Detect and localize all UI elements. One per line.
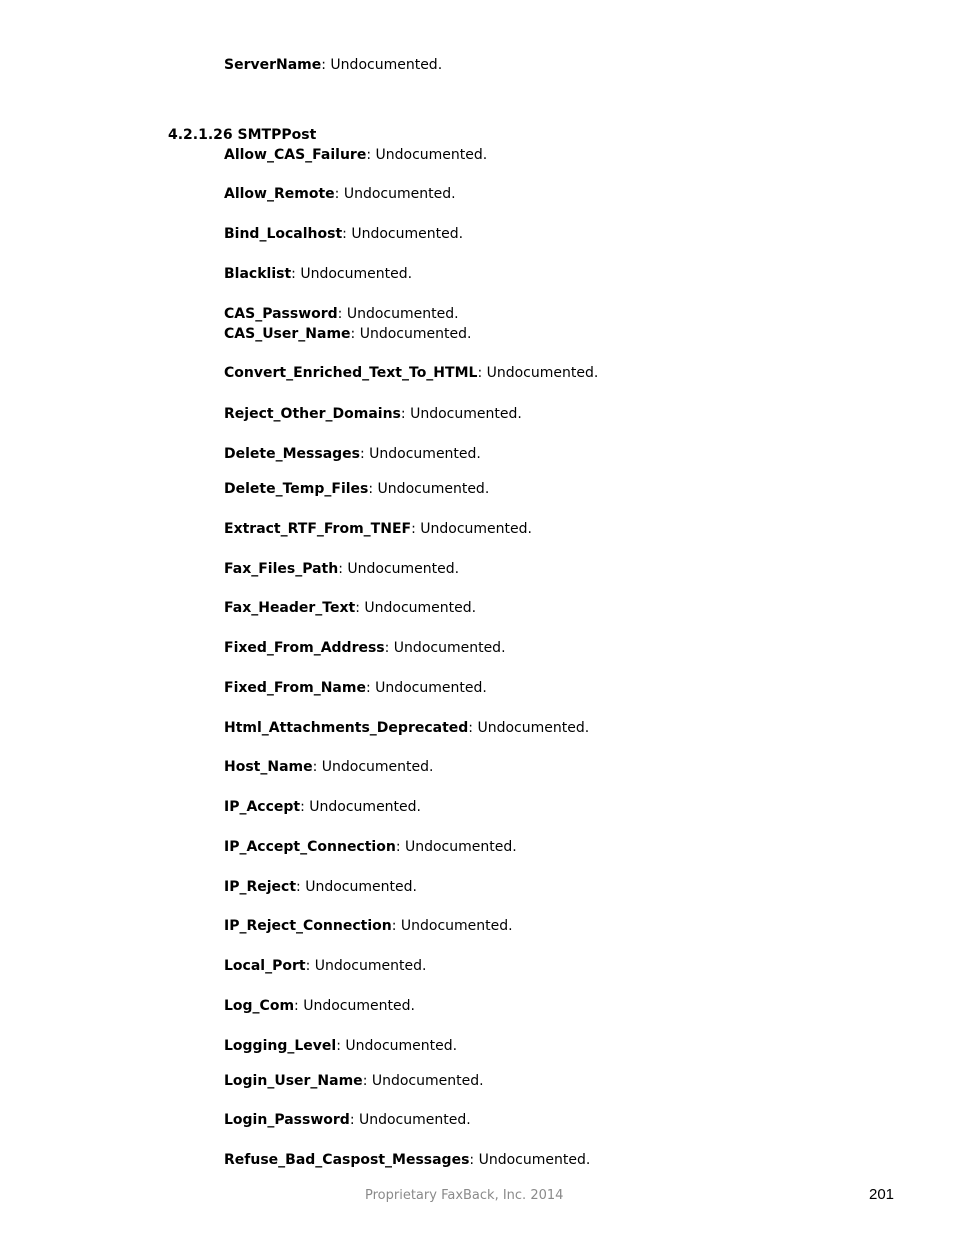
param-desc: : Undocumented.	[337, 306, 459, 322]
param-name: Log_Com	[224, 998, 295, 1014]
param-desc: : Undocumented.	[469, 1152, 591, 1168]
param-desc: : Undocumented.	[384, 640, 506, 656]
param-name: Host_Name	[224, 759, 313, 775]
param-entry	[224, 185, 456, 203]
param-desc: : Undocumented.	[368, 481, 490, 497]
param-entry	[224, 838, 517, 856]
param-desc: : Undocumented.	[362, 1073, 484, 1089]
param-name: CAS_Password	[224, 306, 338, 322]
param-entry	[224, 1111, 471, 1129]
param-name: Refuse_Bad_Caspost_Messages	[224, 1152, 470, 1168]
section-heading: 4.2.1.26 SMTPPost	[168, 127, 317, 143]
param-name: Html_Attachments_Deprecated	[224, 720, 469, 736]
param-name: IP_Reject	[224, 879, 297, 895]
param-name: Allow_CAS_Failure	[224, 147, 367, 163]
param-desc: : Undocumented.	[349, 1112, 471, 1128]
param-name: Bind_Localhost	[224, 226, 343, 242]
param-desc: : Undocumented.	[338, 561, 460, 577]
param-name: Login_User_Name	[224, 1073, 363, 1089]
param-entry	[224, 997, 415, 1015]
param-desc: : Undocumented.	[365, 680, 487, 696]
page-number: 201	[869, 1186, 895, 1203]
param-desc: : Undocumented.	[355, 600, 477, 616]
param-entry	[224, 265, 412, 283]
param-entry	[224, 480, 489, 498]
param-name: Allow_Remote	[224, 186, 335, 202]
param-desc: : Undocumented.	[400, 406, 522, 422]
param-entry	[224, 445, 481, 463]
param-entry	[224, 719, 589, 737]
param-entry	[224, 146, 487, 164]
param-entry	[224, 364, 598, 382]
param-entry	[224, 878, 417, 896]
param-name: Fixed_From_Name	[224, 680, 366, 696]
param-entry	[224, 520, 532, 538]
param-desc: : Undocumented.	[342, 226, 464, 242]
param-entry	[224, 639, 506, 657]
param-name: Local_Port	[224, 958, 306, 974]
footer-copyright: Proprietary FaxBack, Inc. 2014	[365, 1188, 564, 1203]
param-entry	[224, 405, 522, 423]
param-name: Login_Password	[224, 1112, 350, 1128]
param-desc: : Undocumented.	[350, 326, 472, 342]
param-desc: : Undocumented.	[366, 147, 488, 163]
param-name: Extract_RTF_From_TNEF	[224, 521, 412, 537]
param-desc: : Undocumented.	[468, 720, 590, 736]
param-desc: : Undocumented.	[291, 266, 413, 282]
param-desc: : Undocumented.	[312, 759, 434, 775]
param-desc: : Undocumented.	[300, 799, 421, 815]
param-name: Reject_Other_Domains	[224, 406, 401, 422]
param-name: Fax_Header_Text	[224, 600, 356, 616]
param-name: Delete_Temp_Files	[224, 481, 369, 497]
param-name: IP_Reject_Connection	[224, 918, 392, 934]
param-entry	[224, 305, 459, 323]
param-desc: : Undocumented.	[294, 998, 415, 1014]
param-name: CAS_User_Name	[224, 326, 351, 342]
param-entry	[224, 798, 421, 816]
param-desc: : Undocumented.	[391, 918, 513, 934]
param-entry	[224, 225, 463, 243]
param-desc: : Undocumented.	[321, 57, 443, 73]
param-entry	[224, 917, 513, 935]
param-name: ServerName	[224, 57, 322, 73]
param-entry	[224, 560, 459, 578]
param-name: Fax_Files_Path	[224, 561, 339, 577]
param-name: Convert_Enriched_Text_To_HTML	[224, 365, 478, 381]
param-desc: : Undocumented.	[305, 958, 427, 974]
param-entry	[224, 599, 476, 617]
param-name: Blacklist	[224, 266, 292, 282]
param-name: Delete_Messages	[224, 446, 360, 462]
param-desc: : Undocumented.	[477, 365, 599, 381]
param-entry	[224, 1151, 590, 1169]
param-entry	[224, 679, 487, 697]
param-desc: : Undocumented.	[334, 186, 456, 202]
param-name: Logging_Level	[224, 1038, 337, 1054]
param-desc: : Undocumented.	[411, 521, 532, 537]
param-entry	[224, 1072, 484, 1090]
param-entry	[224, 325, 471, 343]
param-name: IP_Accept	[224, 799, 301, 815]
param-entry	[224, 957, 426, 975]
param-entry	[224, 758, 433, 776]
param-desc: : Undocumented.	[296, 879, 417, 895]
param-entry	[224, 1037, 457, 1055]
param-name: IP_Accept_Connection	[224, 839, 396, 855]
param-desc: : Undocumented.	[395, 839, 517, 855]
param-entry-servername	[224, 56, 442, 74]
param-name: Fixed_From_Address	[224, 640, 385, 656]
param-desc: : Undocumented.	[336, 1038, 458, 1054]
param-desc: : Undocumented.	[360, 446, 481, 462]
